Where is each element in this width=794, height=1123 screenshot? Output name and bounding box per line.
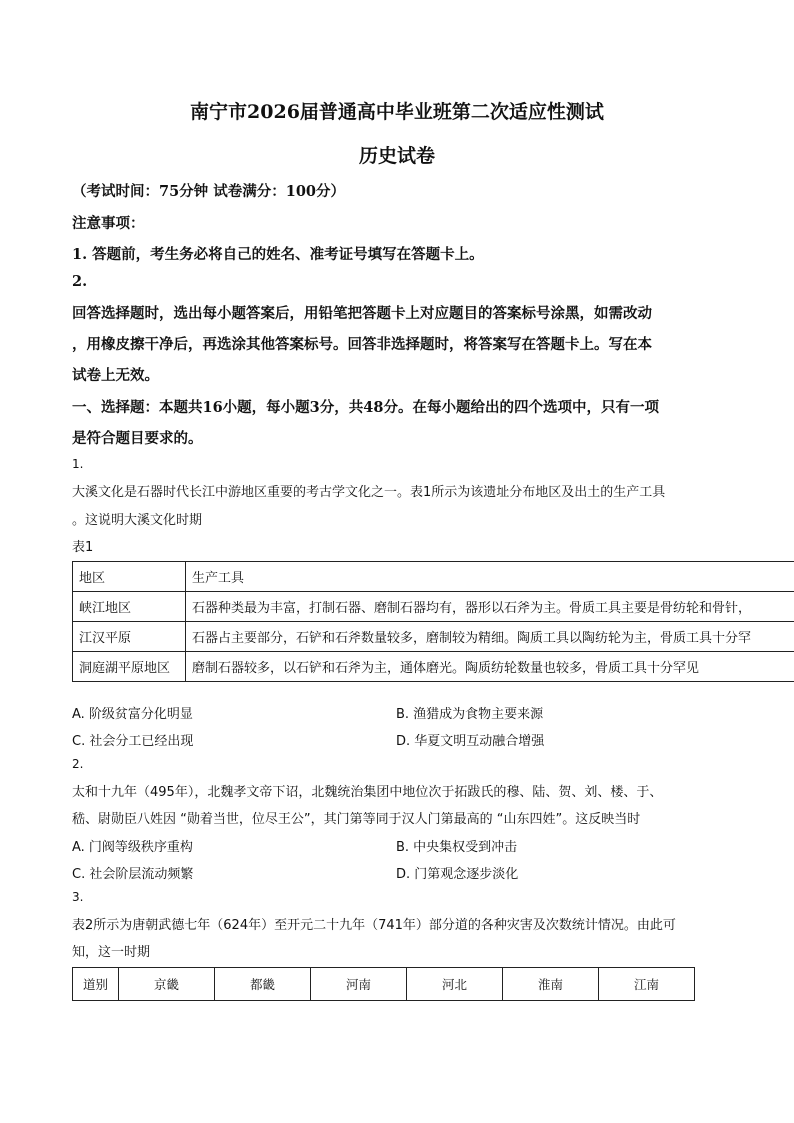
question-1-option-c[interactable]: C. 社会分工已经出现 bbox=[72, 734, 194, 749]
table-header-cell: 都畿 bbox=[215, 968, 311, 1001]
notes-item-2-line-1: 回答选择题时，选出每小题答案后，用铅笔把答题卡上对应题目的答案标号涂黑，如需改动 bbox=[72, 305, 652, 322]
notes-item-2-line-3: 试卷上无效。 bbox=[72, 367, 159, 384]
table-header-cell: 地区 bbox=[73, 562, 186, 592]
table-row bbox=[73, 592, 794, 622]
notes-item-2-line-2: ，用橡皮擦干净后，再选涂其他答案标号。回答非选择题时，将答案写在答题卡上。写在本 bbox=[72, 336, 652, 353]
question-1-option-b[interactable]: B. 渔猎成为食物主要来源 bbox=[396, 707, 544, 722]
table-1-caption: 表1 bbox=[72, 540, 94, 555]
notes-heading: 注意事项： bbox=[72, 215, 145, 232]
question-2-number: 2. bbox=[72, 757, 84, 771]
question-2-option-c[interactable]: C. 社会阶层流动频繁 bbox=[72, 867, 194, 882]
question-1-option-a[interactable]: A. 阶级贫富分化明显 bbox=[72, 707, 193, 722]
question-2-stem-line-1: 太和十九年（495年），北魏孝文帝下诏，北魏统治集团中地位次于拓跋氏的穆、陆、贺、刘、楼、于、 bbox=[72, 785, 663, 800]
table-cell: 石器种类最为丰富，打制石器、磨制石器均有，器形以石斧为主。骨质工具主要是骨纺轮和骨针， bbox=[186, 592, 794, 622]
section-1-heading-line-2: 是符合题目要求的。 bbox=[72, 430, 203, 447]
question-2-option-b[interactable]: B. 中央集权受到冲击 bbox=[396, 840, 518, 855]
table-header-cell: 河南 bbox=[311, 968, 407, 1001]
question-3-stem-line-2: 知，这一时期 bbox=[72, 945, 151, 960]
table-header-cell: 淮南 bbox=[503, 968, 599, 1001]
notes-item-1: 1. 答题前，考生务必将自己的姓名、准考证号填写在答题卡上。 bbox=[72, 246, 484, 263]
question-3-stem-line-1: 表2所示为唐朝武德七年（624年）至开元二十九年（741年）部分道的各种灾害及次数统计情况。由此可 bbox=[72, 918, 676, 933]
table-header-row bbox=[73, 968, 695, 1001]
table-header-row bbox=[73, 562, 794, 592]
table-row bbox=[73, 652, 794, 682]
table-cell: 江汉平原 bbox=[73, 622, 186, 652]
page-title: 南宁市2026届普通高中毕业班第二次适应性测试 bbox=[190, 101, 604, 123]
table-header-cell: 江南 bbox=[599, 968, 695, 1001]
exam-info: （考试时间：75分钟 试卷满分：100分） bbox=[72, 183, 345, 200]
section-1-heading-line-1: 一、选择题：本题共16小题，每小题3分，共48分。在每小题给出的四个选项中，只有一项 bbox=[72, 399, 659, 416]
table-cell: 峡江地区 bbox=[73, 592, 186, 622]
table-row bbox=[73, 622, 794, 652]
question-3-number: 3. bbox=[72, 890, 84, 904]
table-cell: 磨制石器较多，以石铲和石斧为主，通体磨光。陶质纺轮数量也较多，骨质工具十分罕见 bbox=[186, 652, 794, 682]
table-cell: 石器占主要部分，石铲和石斧数量较多，磨制较为精细。陶质工具以陶纺轮为主，骨质工具十分罕 bbox=[186, 622, 794, 652]
page-subtitle: 历史试卷 bbox=[358, 145, 435, 167]
question-2-stem-line-2: 嵇、尉勋臣八姓因 “勋着当世，位尽王公”，其门第等同于汉人门第最高的 “山东四姓”。这反映当时 bbox=[72, 812, 641, 827]
table-header-cell: 生产工具 bbox=[186, 562, 794, 592]
table-2 bbox=[72, 967, 695, 1001]
table-header-cell: 京畿 bbox=[119, 968, 215, 1001]
notes-item-2-number: 2. bbox=[72, 273, 88, 290]
table-cell: 洞庭湖平原地区 bbox=[73, 652, 186, 682]
table-header-cell: 河北 bbox=[407, 968, 503, 1001]
question-1-number: 1. bbox=[72, 457, 84, 471]
question-2-option-d[interactable]: D. 门第观念逐步淡化 bbox=[396, 867, 519, 882]
table-header-cell: 道别 bbox=[73, 968, 119, 1001]
question-1-option-d[interactable]: D. 华夏文明互动融合增强 bbox=[396, 734, 545, 749]
question-2-option-a[interactable]: A. 门阀等级秩序重构 bbox=[72, 840, 193, 855]
question-1-stem-line-2: 。这说明大溪文化时期 bbox=[72, 513, 203, 528]
table-1 bbox=[72, 561, 794, 682]
question-1-stem-line-1: 大溪文化是石器时代长江中游地区重要的考古学文化之一。表1所示为该遗址分布地区及出土的生产工具 bbox=[72, 485, 666, 500]
